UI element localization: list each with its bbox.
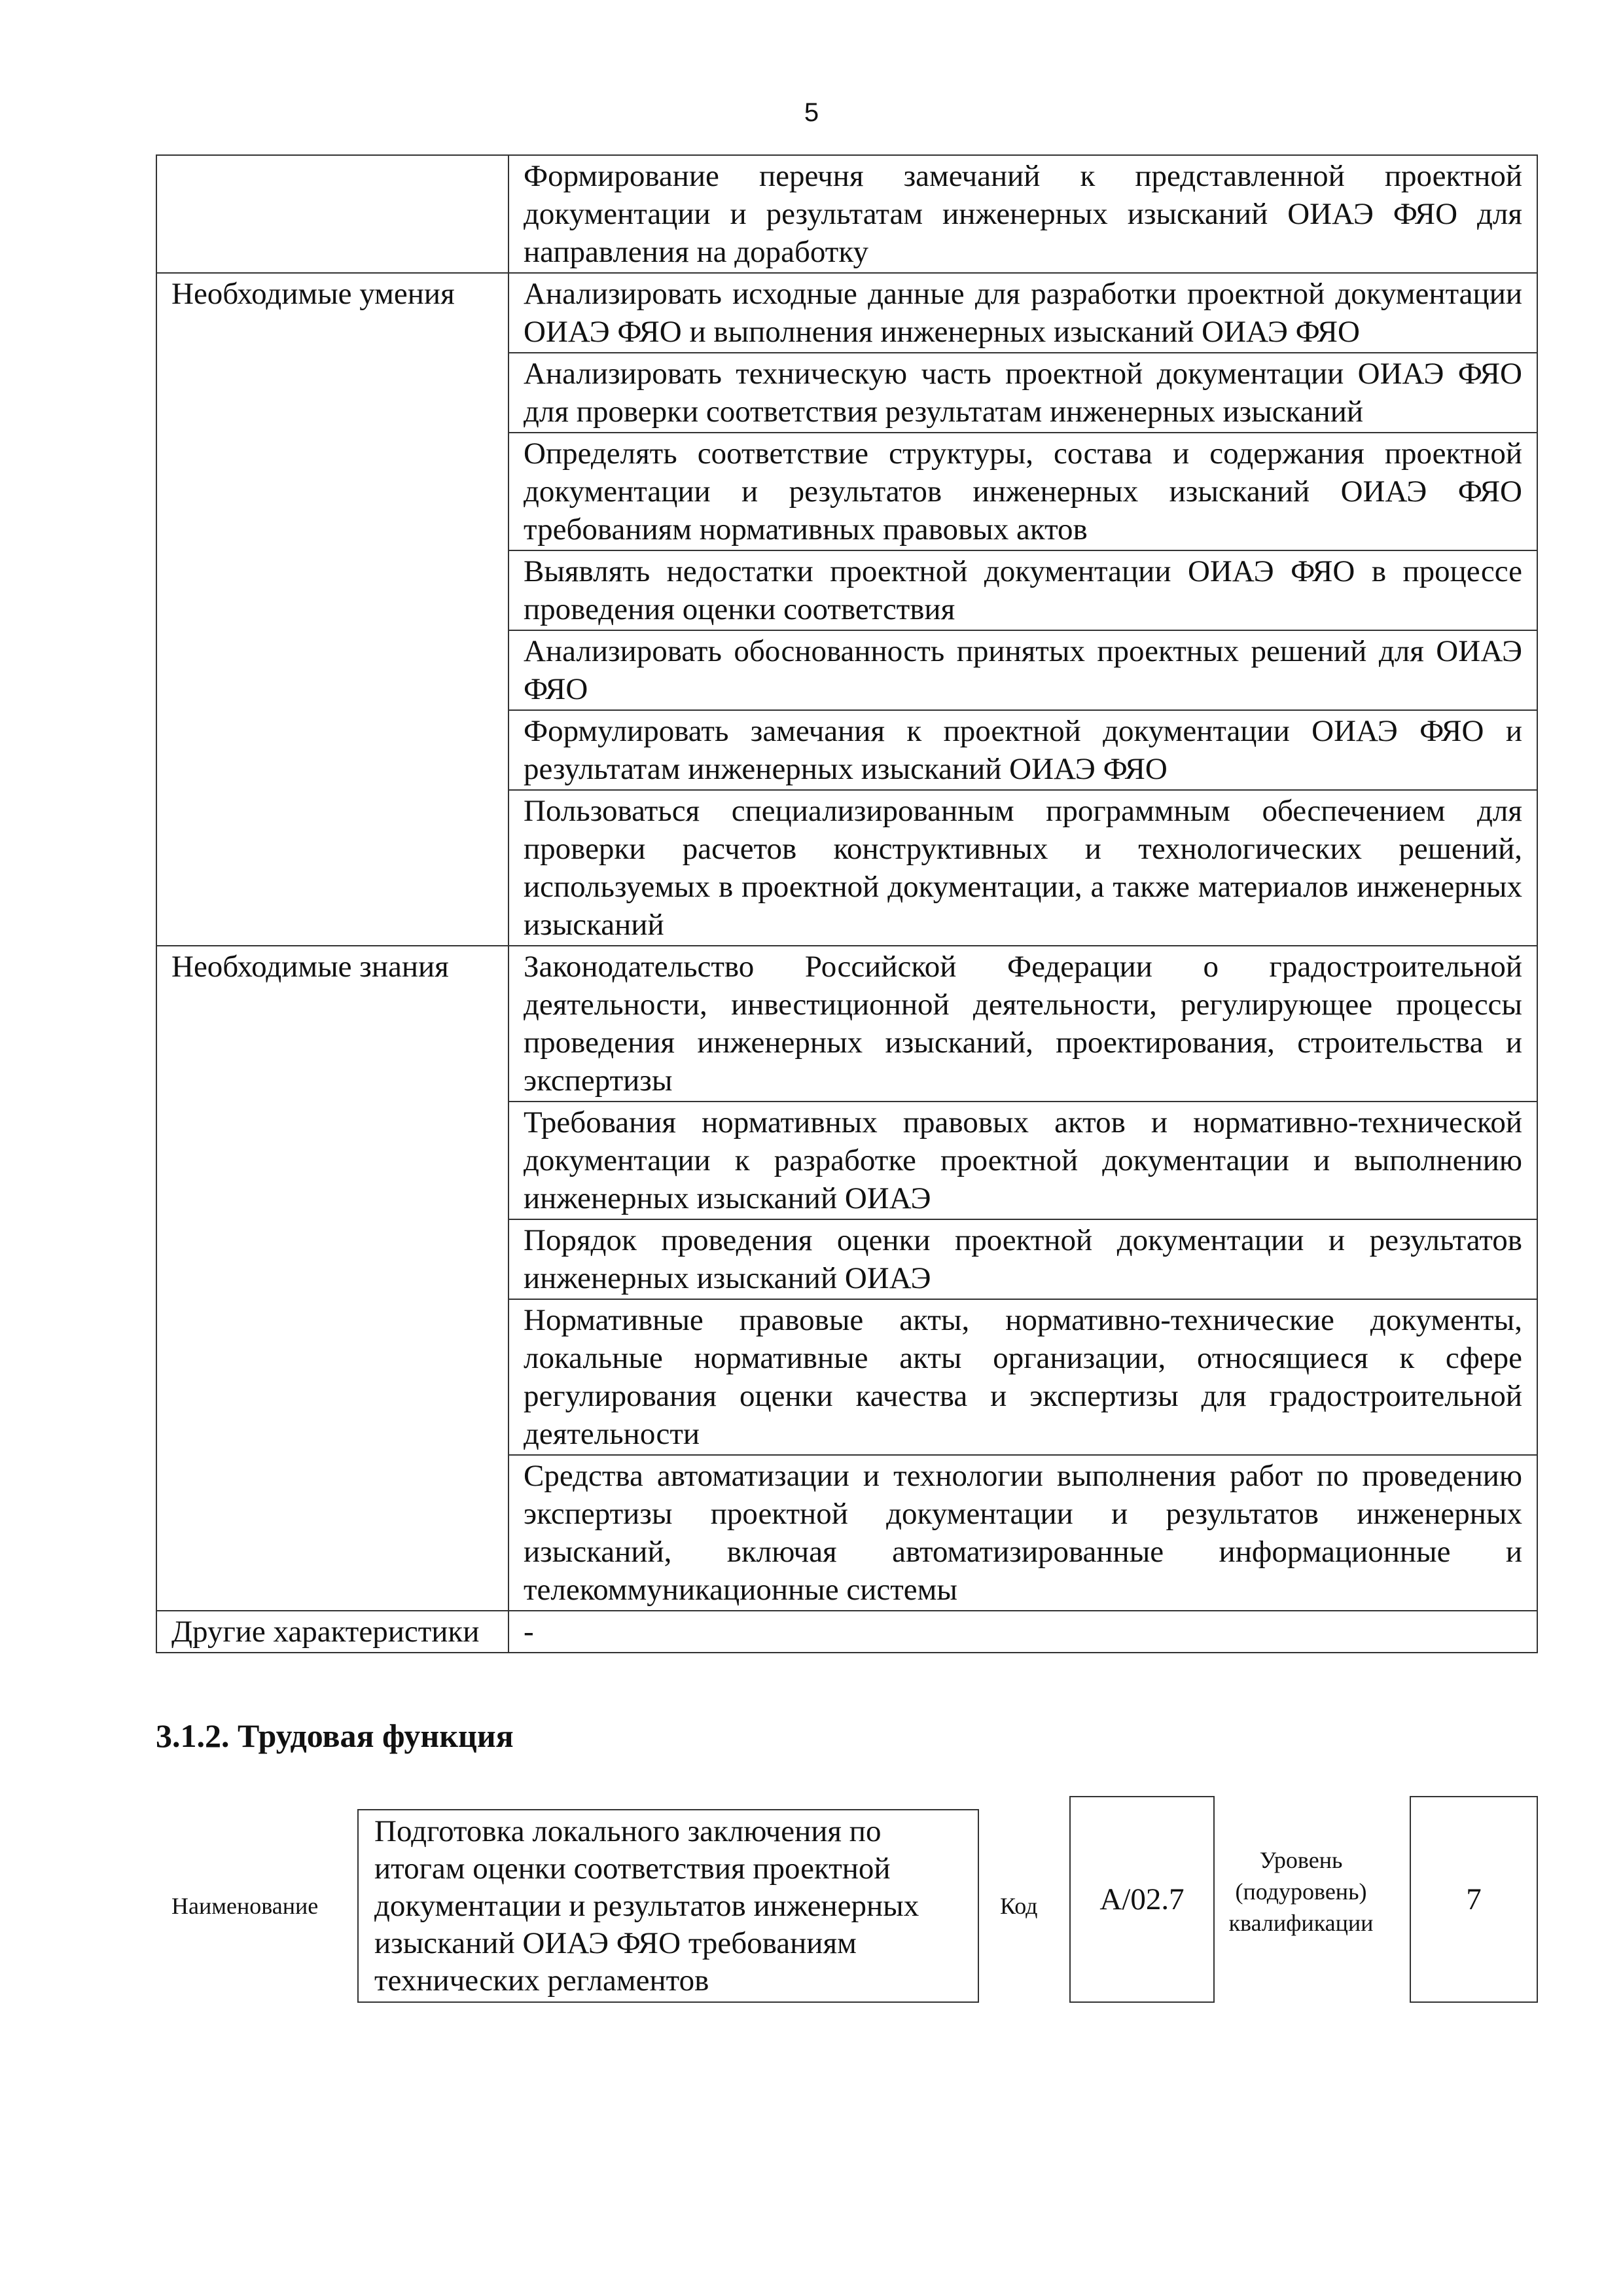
table-row [156, 1611, 1537, 1653]
row-label-knowledge: Необходимые знания [156, 946, 508, 1611]
row-label [156, 155, 508, 273]
name-label: Наименование [171, 1893, 319, 1919]
row-item: Пользоваться специализированным программным обеспечением для проверки расчетов конструктивных и технологических решений, используемых в проектной документации, а также материалов инженерных изысканий [508, 790, 1537, 946]
row-item: Законодательство Российской Федерации о градостроительной деятельности, инвестиционной деятельности, регулирующее процессы проведения инженерных изысканий, проектирования, строительства и экспертизы [508, 946, 1537, 1102]
row-item: Формирование перечня замечаний к представленной проектной документации и результатам инженерных изысканий ОИАЭ ФЯО для направления на доработку [508, 155, 1537, 273]
level-value: 7 [1466, 1882, 1482, 1916]
level-label-line2: (подуровень) [1235, 1878, 1367, 1905]
level-label [1228, 1844, 1374, 1939]
code-value: A/02.7 [1099, 1882, 1185, 1916]
row-label-skills: Необходимые умения [156, 273, 508, 946]
level-label-line1: Уровень [1259, 1847, 1343, 1873]
row-item: Формулировать замечания к проектной документации ОИАЭ ФЯО и результатам инженерных изысканий ОИАЭ ФЯО [508, 710, 1537, 790]
row-item: - [508, 1611, 1537, 1653]
table-row [156, 946, 1537, 1102]
code-box [1069, 1796, 1215, 2003]
row-item: Требования нормативных правовых актов и нормативно-технической документации к разработке проектной документации и выполнению инженерных изысканий ОИАЭ [508, 1102, 1537, 1219]
level-box [1410, 1796, 1538, 2003]
competency-table [156, 154, 1538, 1653]
section-title: 3.1.2. Трудовая функция [156, 1717, 514, 1754]
page-number: 5 [804, 98, 819, 127]
function-name-value: Подготовка локального заключения по итогам оценки соответствия проектной документации и результатов инженерных изысканий ОИАЭ ФЯО требованиям технических регламентов [374, 1814, 919, 1998]
row-item: Выявлять недостатки проектной документации ОИАЭ ФЯО в процессе проведения оценки соответствия [508, 550, 1537, 630]
row-item: Нормативные правовые акты, нормативно-технические документы, локальные нормативные акты организации, относящиеся к сфере регулирования оценки качества и экспертизы для градостроительной деятельности [508, 1299, 1537, 1455]
row-item: Анализировать обоснованность принятых проектных решений для ОИАЭ ФЯО [508, 630, 1537, 710]
row-item: Анализировать техническую часть проектной документации ОИАЭ ФЯО для проверки соответствия результатам инженерных изысканий [508, 353, 1537, 433]
row-item: Определять соответствие структуры, состава и содержания проектной документации и результатов инженерных изысканий ОИАЭ ФЯО требованиям нормативных правовых актов [508, 433, 1537, 550]
table-row [156, 155, 1537, 273]
table-row [156, 273, 1537, 353]
row-item: Порядок проведения оценки проектной документации и результатов инженерных изысканий ОИАЭ [508, 1219, 1537, 1299]
code-label: Код [1000, 1893, 1038, 1919]
level-label-line3: квалификации [1228, 1910, 1374, 1936]
function-name-box [357, 1809, 979, 2003]
row-item: Средства автоматизации и технологии выполнения работ по проведению экспертизы проектной документации и результатов инженерных изысканий, включая автоматизированные информационные и телекоммуникационные системы [508, 1455, 1537, 1611]
row-label-other: Другие характеристики [156, 1611, 508, 1653]
row-item: Анализировать исходные данные для разработки проектной документации ОИАЭ ФЯО и выполнения инженерных изысканий ОИАЭ ФЯО [508, 273, 1537, 353]
